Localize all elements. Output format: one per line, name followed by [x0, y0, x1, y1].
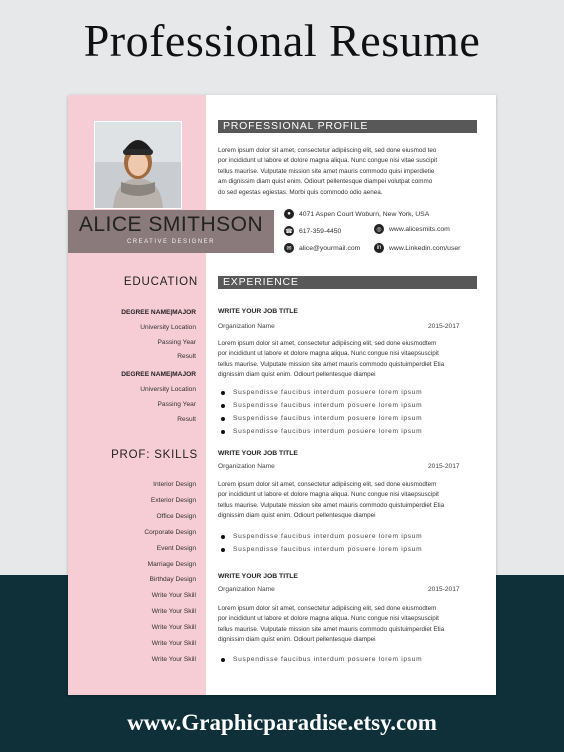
education-year: Passing Year — [157, 339, 196, 346]
job-organization: Organization Name — [218, 586, 275, 593]
job-organization: Organization Name — [218, 463, 275, 470]
contact-linkedin[interactable]: in www.Linkedin.com/user — [374, 243, 460, 253]
candidate-name: ALICE SMITHSON — [78, 213, 264, 236]
profile-text: Lorem ipsum dolor sit amet, consectetur adipiiscing elit, sed done eiusmod teo por incididunt ut labore et dolore magna aliqua. Nunc congue nisi vitae suscipit tellus maurise. Vulputate mission site amet mauris commodo quisi imperdietie am dignissim diam quist enim. Odiourt pellentesque diampei volutpat commo do sed egestas egiestas. Morbi quis commodo odio aenea. — [218, 147, 438, 196]
job-description: Lorem ipsum dolor sit amet, consectetur adipiiscing elit, sed done eiusmodtem por incididunt ut labore et dolore magna aliqua. Nunc congue nisi vitaepsuscipit tellus maurise. Vulputate mission site amet mauris commodo quistuimperdiet Etia dignissim diam quist enim. Odiourt pellentesque diampei — [218, 605, 445, 644]
job-organization: Organization Name — [218, 323, 275, 330]
job-bullet: Suspendisse faucibus interdum posuere lorem ipsum — [233, 546, 423, 553]
education-degree: DEGREE NAME|MAJOR — [121, 371, 196, 378]
job-description: Lorem ipsum dolor sit amet, consectetur adipiiscing elit, sed done eiusmodtem por incididunt ut labore et dolore magna aliqua. Nunc congue nisi vitaepsuscipit tellus maurise. Vulputate mission site amet mauris commodo quistuimperdiet Etia dignissim diam quist enim. Odiourt pellentesque diampei — [218, 340, 445, 379]
skill-item: Event Design — [156, 545, 196, 552]
phone-icon: ☎ — [284, 226, 294, 236]
banner-title: Professional Resume — [83, 15, 481, 66]
skill-item: Write Your Skill — [151, 640, 196, 647]
skill-item: Interior Design — [153, 481, 196, 488]
job-bullet: Suspendisse faucibus interdum posuere lorem ipsum — [233, 656, 423, 663]
job-title: WRITE YOUR JOB TITLE — [218, 573, 298, 580]
job-description: Lorem ipsum dolor sit amet, consectetur adipiiscing elit, sed done eiusmodtem por incididunt ut labore et dolore magna aliqua. Nunc congue nisi vitaepsuscipit tellus maurise. Vulputate mission site amet mauris commodo quistuimperdiet Etia dignissim diam quist enim. Odiourt pellentesque diampei — [218, 481, 445, 520]
linkedin-icon: in — [374, 243, 384, 253]
education-location: University Location — [140, 324, 196, 331]
profile-heading: PROFESSIONAL PROFILE — [218, 120, 477, 133]
contact-phone: ☎ 617-359-4450 — [285, 227, 342, 235]
name-banner — [68, 210, 274, 253]
candidate-role: CREATIVE DESIGNER — [126, 239, 216, 245]
skill-item: Exterior Design — [150, 497, 196, 504]
skill-item: Write Your Skill — [151, 656, 196, 663]
job-bullet: Suspendisse faucibus interdum posuere lorem ipsum — [233, 428, 423, 435]
footer-url[interactable]: www.Graphicparadise.etsy.com — [127, 710, 437, 735]
skills-heading: PROF: SKILLS — [111, 449, 198, 461]
job-title: WRITE YOUR JOB TITLE — [218, 450, 298, 457]
education-result: Result — [177, 416, 196, 423]
profile-photo — [94, 121, 182, 209]
skill-item: Corporate Design — [144, 529, 196, 536]
job-bullet: Suspendisse faucibus interdum posuere lorem ipsum — [233, 389, 423, 396]
job-title: WRITE YOUR JOB TITLE — [218, 308, 298, 315]
skill-item: Birthday Design — [149, 576, 196, 583]
experience-heading: EXPERIENCE — [218, 276, 477, 289]
education-result: Result — [177, 353, 196, 360]
job-date: 2015-2017 — [428, 586, 460, 593]
contact-email[interactable]: ✉ alice@yourmail.com — [284, 243, 360, 253]
globe-icon: ◎ — [374, 224, 384, 234]
job-date: 2015-2017 — [428, 323, 460, 330]
skill-item: Office Design — [156, 513, 196, 520]
job-date: 2015-2017 — [428, 463, 460, 470]
skill-item: Write Your Skill — [151, 608, 196, 615]
location-pin-icon: ● — [284, 209, 294, 219]
skill-item: Write Your Skill — [151, 624, 196, 631]
education-year: Passing Year — [157, 401, 196, 408]
education-heading: EDUCATION — [123, 276, 198, 288]
contact-website[interactable]: ◎ www.alicesmits.com — [374, 224, 450, 234]
skill-item: Marriage Design — [147, 561, 196, 568]
education-degree: DEGREE NAME|MAJOR — [121, 309, 196, 316]
envelope-icon: ✉ — [284, 243, 294, 253]
contact-address: ● 4071 Aspen Court Woburn, New York, USA — [284, 209, 429, 219]
skill-item: Write Your Skill — [151, 592, 196, 599]
job-bullet: Suspendisse faucibus interdum posuere lorem ipsum — [233, 402, 423, 409]
education-location: University Location — [140, 386, 196, 393]
job-bullet: Suspendisse faucibus interdum posuere lorem ipsum — [233, 415, 423, 422]
job-bullet: Suspendisse faucibus interdum posuere lorem ipsum — [233, 533, 423, 540]
resume-sheet — [68, 95, 496, 695]
